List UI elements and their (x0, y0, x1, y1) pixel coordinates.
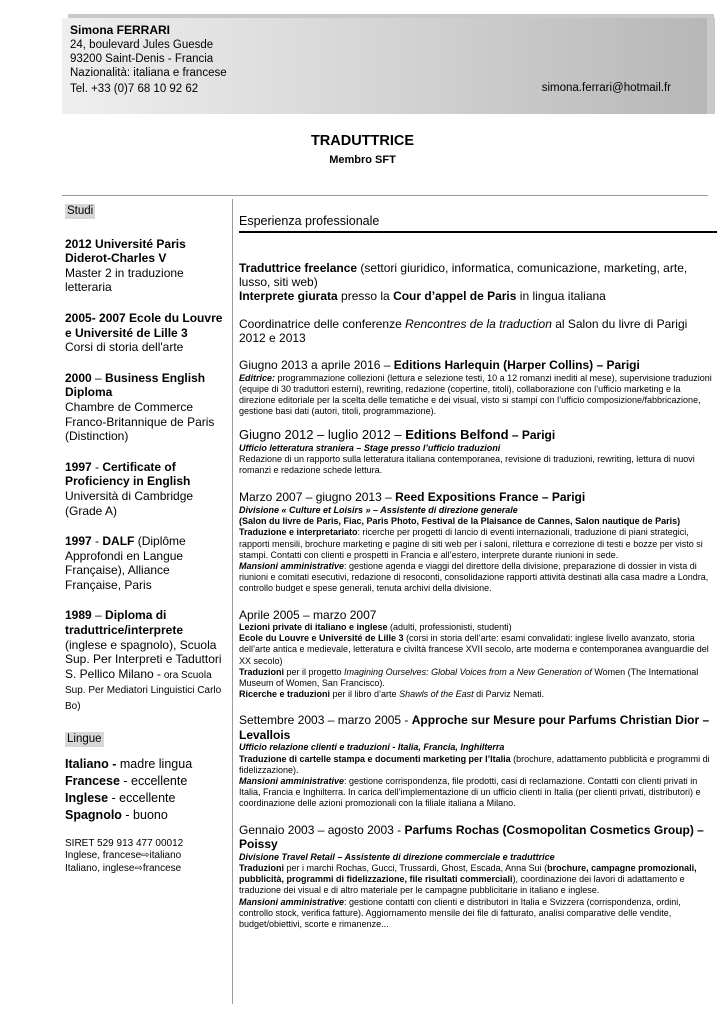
job-city: – Parigi (508, 428, 556, 443)
text: per il progetto (284, 666, 345, 677)
text: per il libro d’arte (330, 689, 400, 700)
job-title: TRADUTTRICE (310, 133, 415, 149)
job-description (239, 863, 717, 897)
language-item (65, 807, 223, 824)
interpreter-line (239, 289, 717, 303)
task-label: Mansioni amministrative (239, 560, 345, 571)
freelance-title: Traduttrice freelance (239, 261, 358, 275)
job-description (239, 754, 717, 776)
task-label: Mansioni amministrative (239, 896, 345, 907)
phone: Tel. +33 (0)7 68 10 92 62 (70, 83, 199, 95)
job-heading (239, 713, 717, 742)
job-dates: Giugno 2012 – luglio 2012 – (239, 427, 406, 443)
address-line-1: 24, boulevard Jules Guesde (70, 39, 214, 51)
nationality: Nazionalità: italiana e francese (70, 67, 227, 79)
task-label: Ecole du Louvre e Université de Lille 3 (239, 633, 404, 644)
study-item (65, 534, 223, 592)
job-dates: Aprile 2005 – marzo 2007 (239, 607, 377, 622)
court-name: Cour d’appel de Paris (393, 289, 517, 303)
job-louvre (239, 608, 717, 701)
task-items: brochure, campagne promozionali, pubblicità, programmi di fidelizzazione, file risultati commerciali (239, 862, 697, 885)
study-year: 1997 (65, 534, 92, 549)
task-label: Traduzioni (239, 666, 284, 677)
study-desc: (inglese e spagnolo), Scuola Sup. Per Interpreti e Taduttori S. Pellico Milano - (65, 637, 222, 681)
job-heading (239, 490, 717, 505)
job-dates: Marzo 2007 – giugno 2013 – (239, 490, 396, 505)
text: (adulti, professionisti, studenti) (387, 622, 512, 633)
study-desc: Università di Cambridge (Grade A) (65, 488, 194, 518)
studies-label: Studi (67, 205, 94, 217)
book-title: Shawls of the East (399, 689, 474, 700)
interpreter-title: Interprete giurata (239, 289, 338, 303)
study-title: Diploma di traduttrice/interprete (65, 608, 184, 638)
study-note: ora Scuola Sup. Per Mediatori Linguistici Carlo Bo) (65, 669, 222, 712)
job-heading (239, 428, 717, 443)
task-label: Ricerche e traduzioni (239, 689, 331, 700)
job-description (239, 633, 717, 667)
right-column (239, 214, 717, 930)
study-item (65, 460, 223, 518)
language-level: - eccellente (119, 773, 188, 788)
job-company: Reed Expositions France – Parigi (395, 490, 586, 505)
language-item (65, 790, 223, 807)
job-dates: Gennaio 2003 – agosto 2003 - (239, 822, 405, 837)
text: programmazione collezioni (lettura e selezione testi, 10 a 12 romanzi inediti al mese), supervisione traduzioni (equipe di 30 traduttori esterni), rewriting, redazione (copertine, titoli), collaborazione con l’ufficio marketing e la direzione editoriale per la scelta delle tematiche e dei visual, visto si stampi con l’ufficio composizione/fabbricazione, gestione basi dati (autori, titoli, programmazione). (239, 372, 712, 417)
siret-block (65, 838, 223, 876)
study-item (65, 371, 223, 444)
language-level: madre lingua (116, 756, 193, 771)
study-sep: – (91, 370, 106, 385)
study-year: 1989 (65, 608, 92, 623)
text: ), coordinazione dei lavori di adattamento e traduzione dei visual e di altro materiale per le campagne pubblicitarie in italiano e inglese. (239, 874, 685, 896)
membership: Membro SFT (329, 154, 396, 166)
job-role: Ufficio relazione clienti e traduzioni - Italia, Francia, Inghilterra (239, 742, 505, 753)
job-company: Parfums Rochas (Cosmopolitan Cosmetics Group) – Poissy (239, 822, 704, 852)
task-label: Traduzioni (239, 862, 284, 873)
language-pair-1: Inglese, francese⇨italiano (65, 850, 182, 862)
job-role: Divisione « Culture et Loisirs » – Assistente di direzione generale (239, 504, 518, 515)
study-item (65, 311, 223, 355)
job-belfond (239, 428, 717, 476)
text: al Salon du livre di Parigi 2012 e 2013 (239, 317, 688, 345)
job-description (239, 776, 717, 810)
candidate-name: Simona FERRARI (70, 23, 171, 37)
coordinator-line (239, 317, 717, 345)
text: presso la (337, 289, 394, 303)
section-rule (239, 231, 717, 233)
language-level: - eccellente (108, 790, 176, 805)
freelance-line (239, 261, 717, 289)
job-dates: Settembre 2003 – marzo 2005 - (239, 713, 412, 728)
text: di Parviz Nemati. (473, 689, 545, 700)
study-title: Certificate of Proficiency in English (65, 459, 191, 489)
task-label: Traduzione e interpretariato (239, 527, 358, 538)
study-item (65, 608, 223, 713)
job-harlequin (239, 358, 717, 417)
text: per i marchi Rochas, Gucci, Trussardi, Ghost, Escada, Anna Sui ( (284, 862, 548, 873)
study-title: Business English Diploma (65, 370, 206, 400)
study-title: DALF (102, 534, 135, 549)
job-description (239, 622, 717, 633)
job-description: Redazione di un rapporto sulla letteratura italiana contemporanea, revisione di traduzioni, rewriting, lettura di nuovi romanzi e redazione schede lettura. (239, 454, 695, 476)
job-heading (239, 823, 717, 852)
study-sep: - (91, 534, 103, 549)
study-desc: Chambre de Commerce Franco-Britannique de Paris (Distinction) (65, 399, 215, 444)
language-item (65, 756, 223, 773)
job-company: Editions Belfond (405, 427, 509, 443)
job-events: (Salon du livre de Paris, Fiac, Paris Photo, Festival de la Plaisance de Cannes, Salon nautique de Paris) (239, 516, 681, 527)
contact-header (62, 18, 707, 114)
study-desc: (Diplôme Approfondi en Langue Française), Alliance Française, Paris (65, 534, 186, 592)
left-column (65, 203, 223, 875)
study-desc: Corsi di storia dell'arte (65, 340, 184, 355)
job-description (239, 561, 717, 595)
job-description (239, 897, 717, 931)
freelance-sectors: (settori giuridico, informatica, comunicazione, marketing, arte, lusso, siti web) (239, 261, 688, 289)
event-name: Rencontres de la traduction (405, 317, 552, 331)
job-company: Approche sur Mesure pour Parfums Christian Dior – Levallois (239, 713, 710, 742)
language-name: Inglese (65, 790, 109, 805)
language-name: Italiano - (65, 756, 117, 771)
project-title: Imagining Ourselves: Global Voices from a New Generation of (344, 666, 592, 677)
text: : gestione contatti con clienti e distributori in Italia e Svizzera (corrispondenza, ordini, controllo stock, verifica fatture). Aggiornamento mensile dei file di fatturato, analisi comparative delle vendite, budget/obiettivi, scorte e rimanenze... (239, 896, 681, 929)
section-title: Esperienza professionale (239, 214, 380, 228)
email-link[interactable]: simona.ferrari@hotmail.fr (541, 82, 671, 94)
job-role: Ufficio letteratura straniera – Stage presso l’ufficio traduzioni (239, 442, 501, 453)
column-divider (232, 199, 233, 1004)
divider (62, 195, 708, 196)
language-name: Spagnolo (65, 807, 122, 822)
task-label: Lezioni private di italiano e inglese (239, 622, 388, 633)
siret-number: SIRET 529 913 477 00012 (65, 837, 184, 849)
language-pair-2: Italiano, inglese⇨francese (65, 862, 182, 874)
job-rochas (239, 823, 717, 930)
job-description (239, 527, 717, 561)
text: (brochure, adattamento pubblicità e programmi di fidelizzazione). (239, 753, 710, 775)
study-desc: Master 2 in traduzione letteraria (65, 265, 184, 295)
text: : ricerche per progetti di lancio di eventi internazionali, traduzione di piani strategici, rapporti mensili, brochure marketing e pagine di siti web per i saloni, rilettura e correzione di testi e bozze per visto si stampi. Contatti con clienti e prospetti in Francia e all’estero, interprete durante riunioni in sede. (239, 527, 703, 560)
study-year: 1997 (65, 459, 92, 474)
languages-label: Lingue (67, 733, 102, 746)
job-description (239, 689, 717, 700)
study-title: 2012 Université Paris Diderot-Charles V (65, 236, 186, 266)
job-company: Editions Harlequin (Harper Collins) – Parigi (393, 358, 640, 372)
text: Women (The International Museum of Women, San Francisco). (239, 666, 699, 689)
language-item (65, 773, 223, 790)
study-sep: – (91, 608, 106, 623)
job-description (239, 373, 717, 418)
text: : gestione agenda e viaggi del direttore della divisione, preparazione di dossier in vista di riunioni e comitati esecutivi, redazione di resoconti, consolidazione rapporti attività destinati alla casa madre a Londra, controllo budget e spese generali, tenuta archivi della divisione. (239, 560, 709, 594)
text: : gestione corrispondenza, file prodotti, casi di reclamazione. Contatti con clienti privati in Italia, Francia e Inghilterra. In carica dell’implementazione di un ufficio clienti in Italia (per clienti privati, distributori) e coordinazione delle azioni promozionali con la filiale italiana a Milano. (239, 776, 701, 809)
job-heading (239, 358, 717, 373)
address-line-2: 93200 Saint-Denis - Francia (70, 53, 214, 65)
job-dates: Giugno 2013 a aprile 2016 – (239, 358, 394, 372)
text: Coordinatrice delle conferenze (239, 317, 406, 331)
job-description (239, 667, 717, 689)
job-dior (239, 713, 717, 809)
text: (corsi in storia dell’arte: esami convalidati: inglese livello avanzato, storia dell’arte antica e medievale, letteratura e civiltà francese XVII secolo, arte moderna e contemporanea avanguardie del XX secolo) (239, 633, 709, 666)
job-role: Editrice: (239, 372, 276, 383)
study-item (65, 237, 223, 295)
language-name: Francese (65, 773, 120, 788)
study-sep: - (91, 459, 103, 474)
job-reed (239, 490, 717, 594)
study-title: 2005- 2007 Ecole du Louvre e Université de Lille 3 (65, 310, 223, 340)
header-right-shadow (707, 18, 715, 114)
text: in lingua italiana (516, 289, 606, 303)
job-role: Divisione Travel Retail – Assistente di direzione commerciale e traduttrice (239, 851, 555, 862)
study-year: 2000 (65, 370, 92, 385)
task-label: Traduzione di cartelle stampa e documenti marketing per l’Italia (239, 753, 511, 764)
languages-list (65, 756, 223, 824)
language-level: - buono (121, 807, 168, 822)
task-label: Mansioni amministrative (239, 776, 345, 787)
